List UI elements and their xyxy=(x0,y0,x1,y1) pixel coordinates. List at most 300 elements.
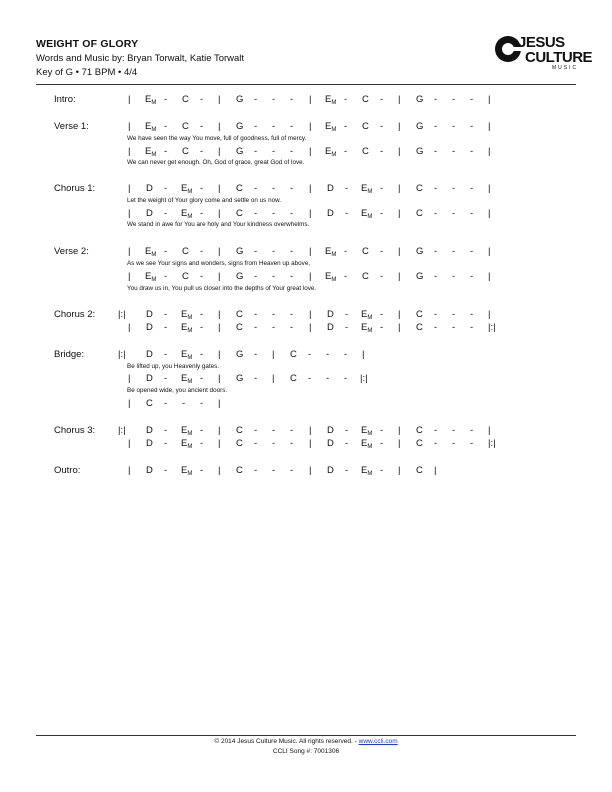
beat-dash: - xyxy=(290,121,294,132)
chord-d: D xyxy=(146,438,153,449)
beat-dash: - xyxy=(380,94,384,105)
chord-d: D xyxy=(327,438,334,449)
chord-g: G xyxy=(416,94,424,105)
beat-dash: - xyxy=(290,465,294,476)
repeat-start: |:| xyxy=(118,349,126,360)
section-label-chorus-3: Chorus 3: xyxy=(54,425,96,436)
bar-line: | xyxy=(218,246,221,257)
beat-dash: - xyxy=(345,465,349,476)
jesus-culture-logo xyxy=(494,34,593,71)
chord-row xyxy=(0,322,612,334)
chord-em: $E_M$ xyxy=(181,349,193,361)
beat-dash: - xyxy=(290,94,294,105)
beat-dash: - xyxy=(326,373,330,384)
bar-line: | xyxy=(128,208,131,219)
chord-c: C xyxy=(362,246,369,257)
song-credits: Words and Music by: Bryan Torwalt, Katie Torwalt xyxy=(36,53,245,64)
beat-dash: - xyxy=(254,309,258,320)
bar-line: | xyxy=(272,349,275,360)
lyric-line: Be lifted up, you Heavenly gates. xyxy=(127,363,220,370)
beat-dash: - xyxy=(290,183,294,194)
beat-dash: - xyxy=(380,438,384,449)
chord-c: C xyxy=(416,425,423,436)
chord-c: C xyxy=(236,438,243,449)
beat-dash: - xyxy=(434,121,438,132)
beat-dash: - xyxy=(380,183,384,194)
chord-c: C xyxy=(362,94,369,105)
beat-dash: - xyxy=(290,322,294,333)
bar-line: | xyxy=(488,146,491,157)
beat-dash: - xyxy=(452,322,456,333)
bar-line: | xyxy=(218,398,221,409)
lyric-line: Be opened wide, you ancient doors. xyxy=(127,387,228,394)
repeat-end: |:| xyxy=(360,373,368,384)
beat-dash: - xyxy=(254,322,258,333)
section-label-chorus-1: Chorus 1: xyxy=(54,183,96,194)
chord-d: D xyxy=(146,322,153,333)
chord-g: G xyxy=(416,271,424,282)
song-title: WEIGHT OF GLORY xyxy=(36,38,139,50)
chord-d: D xyxy=(146,309,153,320)
chord-c: C xyxy=(146,398,153,409)
bar-line: | xyxy=(128,271,131,282)
bar-line: | xyxy=(398,425,401,436)
chord-em: $E_M$ xyxy=(325,271,337,283)
bar-line: | xyxy=(434,465,437,476)
chord-em: $E_M$ xyxy=(145,271,157,283)
beat-dash: - xyxy=(272,121,276,132)
repeat-start: |:| xyxy=(118,425,126,436)
chord-g: G xyxy=(236,94,244,105)
beat-dash: - xyxy=(200,183,204,194)
footer-copyright: © 2014 Jesus Culture Music. All rights reserved. - www.ccli.com xyxy=(214,738,398,745)
bar-line: | xyxy=(128,438,131,449)
repeat-end: |:| xyxy=(488,322,496,333)
bar-line: | xyxy=(272,373,275,384)
beat-dash: - xyxy=(380,425,384,436)
chord-d: D xyxy=(146,425,153,436)
beat-dash: - xyxy=(200,208,204,219)
bar-line: | xyxy=(128,398,131,409)
beat-dash: - xyxy=(254,349,258,360)
beat-dash: - xyxy=(380,208,384,219)
beat-dash: - xyxy=(326,349,330,360)
bar-line: | xyxy=(488,309,491,320)
bar-line: | xyxy=(398,309,401,320)
lyric-line: You draw us in, You pull us closer into the depths of Your great love. xyxy=(127,285,317,292)
bar-line: | xyxy=(309,438,312,449)
logo-line-1: JESUS xyxy=(518,34,565,51)
beat-dash: - xyxy=(470,208,474,219)
chord-c: C xyxy=(416,309,423,320)
beat-dash: - xyxy=(470,246,474,257)
section-label-bridge: Bridge: xyxy=(54,349,85,360)
beat-dash: - xyxy=(272,246,276,257)
beat-dash: - xyxy=(200,349,204,360)
chord-row xyxy=(0,146,612,158)
beat-dash: - xyxy=(380,121,384,132)
bar-line: | xyxy=(398,208,401,219)
chord-em: $E_M$ xyxy=(361,425,373,437)
chord-c: C xyxy=(236,309,243,320)
chord-row xyxy=(0,208,612,220)
chord-row xyxy=(0,121,612,133)
chord-c: C xyxy=(236,183,243,194)
beat-dash: - xyxy=(200,373,204,384)
bar-line: | xyxy=(218,425,221,436)
bar-line: | xyxy=(128,246,131,257)
beat-dash: - xyxy=(434,322,438,333)
chord-g: G xyxy=(236,146,244,157)
bar-line: | xyxy=(398,322,401,333)
beat-dash: - xyxy=(344,373,348,384)
beat-dash: - xyxy=(272,146,276,157)
bar-line: | xyxy=(309,309,312,320)
chord-c: C xyxy=(362,146,369,157)
beat-dash: - xyxy=(164,373,168,384)
bar-line: | xyxy=(488,94,491,105)
bar-line: | xyxy=(488,208,491,219)
beat-dash: - xyxy=(344,146,348,157)
chord-em: $E_M$ xyxy=(181,208,193,220)
beat-dash: - xyxy=(200,94,204,105)
beat-dash: - xyxy=(470,183,474,194)
beat-dash: - xyxy=(200,438,204,449)
beat-dash: - xyxy=(452,183,456,194)
bar-line: | xyxy=(398,183,401,194)
bar-line: | xyxy=(218,183,221,194)
chord-d: D xyxy=(146,349,153,360)
beat-dash: - xyxy=(272,183,276,194)
beat-dash: - xyxy=(470,94,474,105)
beat-dash: - xyxy=(254,465,258,476)
beat-dash: - xyxy=(344,271,348,282)
beat-dash: - xyxy=(290,208,294,219)
chord-c: C xyxy=(182,246,189,257)
beat-dash: - xyxy=(470,146,474,157)
beat-dash: - xyxy=(380,146,384,157)
beat-dash: - xyxy=(380,322,384,333)
chord-c: C xyxy=(362,121,369,132)
bar-line: | xyxy=(398,121,401,132)
beat-dash: - xyxy=(254,208,258,219)
bar-line: | xyxy=(488,183,491,194)
chord-em: $E_M$ xyxy=(181,465,193,477)
beat-dash: - xyxy=(452,146,456,157)
beat-dash: - xyxy=(272,438,276,449)
beat-dash: - xyxy=(344,349,348,360)
chord-c: C xyxy=(416,322,423,333)
bar-line: | xyxy=(398,94,401,105)
lyric-line: Let the weight of Your glory come and settle on us now. xyxy=(127,197,282,204)
bar-line: | xyxy=(309,183,312,194)
beat-dash: - xyxy=(380,465,384,476)
chord-em: $E_M$ xyxy=(361,183,373,195)
beat-dash: - xyxy=(452,438,456,449)
beat-dash: - xyxy=(200,309,204,320)
beat-dash: - xyxy=(200,425,204,436)
chord-c: C xyxy=(182,94,189,105)
chord-c: C xyxy=(416,465,423,476)
bar-line: | xyxy=(309,271,312,282)
chord-d: D xyxy=(327,322,334,333)
beat-dash: - xyxy=(272,465,276,476)
beat-dash: - xyxy=(164,309,168,320)
beat-dash: - xyxy=(470,121,474,132)
beat-dash: - xyxy=(470,309,474,320)
beat-dash: - xyxy=(164,246,168,257)
beat-dash: - xyxy=(164,121,168,132)
beat-dash: - xyxy=(200,271,204,282)
chord-em: $E_M$ xyxy=(181,309,193,321)
bar-line: | xyxy=(128,373,131,384)
chord-g: G xyxy=(236,121,244,132)
bar-line: | xyxy=(128,94,131,105)
beat-dash: - xyxy=(344,121,348,132)
chord-d: D xyxy=(146,373,153,384)
beat-dash: - xyxy=(164,208,168,219)
beat-dash: - xyxy=(434,271,438,282)
beat-dash: - xyxy=(344,246,348,257)
beat-dash: - xyxy=(452,94,456,105)
chord-c: C xyxy=(290,349,297,360)
beat-dash: - xyxy=(452,271,456,282)
beat-dash: - xyxy=(272,309,276,320)
bar-line: | xyxy=(488,425,491,436)
chord-em: $E_M$ xyxy=(361,322,373,334)
bar-line: | xyxy=(128,146,131,157)
bar-line: | xyxy=(218,309,221,320)
chord-em: $E_M$ xyxy=(145,94,157,106)
beat-dash: - xyxy=(164,465,168,476)
chord-d: D xyxy=(146,183,153,194)
beat-dash: - xyxy=(290,246,294,257)
bar-line: | xyxy=(218,121,221,132)
beat-dash: - xyxy=(200,121,204,132)
chord-row xyxy=(0,183,612,195)
footer-ccli: CCLI Song #: 7001306 xyxy=(272,748,340,755)
beat-dash: - xyxy=(164,322,168,333)
chord-row xyxy=(0,271,612,283)
bar-line: | xyxy=(218,208,221,219)
lyric-line: As we see Your signs and wonders, signs from Heaven up above, xyxy=(127,260,311,267)
chord-c: C xyxy=(290,373,297,384)
chord-c: C xyxy=(182,146,189,157)
beat-dash: - xyxy=(290,271,294,282)
bar-line: | xyxy=(488,246,491,257)
beat-dash: - xyxy=(254,146,258,157)
bar-line: | xyxy=(309,121,312,132)
beat-dash: - xyxy=(254,121,258,132)
beat-dash: - xyxy=(254,246,258,257)
copyright-text: © 2014 Jesus Culture Music. All rights reserved. xyxy=(214,738,353,745)
beat-dash: - xyxy=(272,94,276,105)
beat-dash: - xyxy=(254,183,258,194)
beat-dash: - xyxy=(380,309,384,320)
chord-c: C xyxy=(362,271,369,282)
bar-line: | xyxy=(218,349,221,360)
chord-g: G xyxy=(416,146,424,157)
chord-em: $E_M$ xyxy=(325,246,337,258)
chord-c: C xyxy=(416,438,423,449)
chord-c: C xyxy=(182,121,189,132)
beat-dash: - xyxy=(200,322,204,333)
beat-dash: - xyxy=(290,146,294,157)
beat-dash: - xyxy=(345,309,349,320)
chord-row xyxy=(0,425,612,437)
chord-em: $E_M$ xyxy=(181,373,193,385)
beat-dash: - xyxy=(308,349,312,360)
beat-dash: - xyxy=(164,94,168,105)
beat-dash: - xyxy=(380,271,384,282)
beat-dash: - xyxy=(470,425,474,436)
chord-g: G xyxy=(236,349,244,360)
chord-row xyxy=(0,398,612,410)
chord-g: G xyxy=(236,271,244,282)
beat-dash: - xyxy=(164,438,168,449)
bar-line: | xyxy=(309,208,312,219)
bar-line: | xyxy=(398,438,401,449)
section-label-verse-2: Verse 2: xyxy=(54,246,89,257)
song-meta: Key of G • 71 BPM • 4/4 xyxy=(36,67,138,78)
chord-row xyxy=(0,309,612,321)
beat-dash: - xyxy=(164,183,168,194)
footer-divider xyxy=(36,735,576,736)
chord-row xyxy=(0,438,612,450)
bar-line: | xyxy=(128,183,131,194)
chord-d: D xyxy=(327,465,334,476)
beat-dash: - xyxy=(164,349,168,360)
beat-dash: - xyxy=(272,208,276,219)
beat-dash: - xyxy=(345,183,349,194)
section-label-intro: Intro: xyxy=(54,94,76,105)
chord-em: $E_M$ xyxy=(325,121,337,133)
beat-dash: - xyxy=(254,373,258,384)
beat-dash: - xyxy=(434,208,438,219)
bar-line: | xyxy=(218,146,221,157)
bar-line: | xyxy=(309,465,312,476)
beat-dash: - xyxy=(290,438,294,449)
chord-row xyxy=(0,373,612,385)
bar-line: | xyxy=(362,349,365,360)
chord-d: D xyxy=(146,208,153,219)
bar-line: | xyxy=(218,438,221,449)
chord-row xyxy=(0,465,612,477)
chord-row xyxy=(0,246,612,258)
chord-row xyxy=(0,94,612,106)
chord-em: $E_M$ xyxy=(145,246,157,258)
beat-dash: - xyxy=(452,309,456,320)
bar-line: | xyxy=(309,146,312,157)
bar-line: | xyxy=(128,322,131,333)
beat-dash: - xyxy=(470,322,474,333)
section-label-verse-1: Verse 1: xyxy=(54,121,89,132)
bar-line: | xyxy=(309,425,312,436)
chord-em: $E_M$ xyxy=(181,425,193,437)
beat-dash: - xyxy=(434,94,438,105)
ccli-link[interactable]: www.ccli.com xyxy=(358,738,398,745)
chord-em: $E_M$ xyxy=(361,208,373,220)
repeat-end: |:| xyxy=(488,438,496,449)
chord-em: $E_M$ xyxy=(361,465,373,477)
chord-em: $E_M$ xyxy=(181,183,193,195)
beat-dash: - xyxy=(344,94,348,105)
chord-row xyxy=(0,349,612,361)
chord-g: G xyxy=(416,246,424,257)
beat-dash: - xyxy=(200,146,204,157)
beat-dash: - xyxy=(164,271,168,282)
chord-d: D xyxy=(327,208,334,219)
beat-dash: - xyxy=(345,208,349,219)
chord-em: $E_M$ xyxy=(361,438,373,450)
chord-c: C xyxy=(236,465,243,476)
lyric-line: We have seen the way You move, full of goodness, full of mercy. xyxy=(127,135,307,142)
chord-em: $E_M$ xyxy=(181,322,193,334)
beat-dash: - xyxy=(470,271,474,282)
bar-line: | xyxy=(218,465,221,476)
bar-line: | xyxy=(218,94,221,105)
song-header xyxy=(36,38,244,78)
chord-d: D xyxy=(146,465,153,476)
beat-dash: - xyxy=(200,398,204,409)
bar-line: | xyxy=(398,271,401,282)
beat-dash: - xyxy=(380,246,384,257)
beat-dash: - xyxy=(182,398,186,409)
bar-line: | xyxy=(128,121,131,132)
beat-dash: - xyxy=(272,425,276,436)
chord-em: $E_M$ xyxy=(145,146,157,158)
beat-dash: - xyxy=(452,208,456,219)
bar-line: | xyxy=(309,246,312,257)
beat-dash: - xyxy=(470,438,474,449)
beat-dash: - xyxy=(452,246,456,257)
chord-em: $E_M$ xyxy=(361,309,373,321)
beat-dash: - xyxy=(164,398,168,409)
bar-line: | xyxy=(218,373,221,384)
chord-c: C xyxy=(236,425,243,436)
beat-dash: - xyxy=(345,322,349,333)
chord-g: G xyxy=(416,121,424,132)
chord-g: G xyxy=(236,246,244,257)
beat-dash: - xyxy=(434,146,438,157)
beat-dash: - xyxy=(254,425,258,436)
lyric-line: We stand in awe for You are holy and Your kindness overwhelms. xyxy=(127,221,310,228)
beat-dash: - xyxy=(164,425,168,436)
beat-dash: - xyxy=(452,121,456,132)
beat-dash: - xyxy=(254,94,258,105)
repeat-start: |:| xyxy=(118,309,126,320)
chord-c: C xyxy=(182,271,189,282)
bar-line: | xyxy=(128,465,131,476)
section-label-outro: Outro: xyxy=(54,465,81,476)
logo-line-3: MUSIC xyxy=(552,65,579,71)
beat-dash: - xyxy=(345,438,349,449)
chord-em: $E_M$ xyxy=(325,94,337,106)
beat-dash: - xyxy=(200,465,204,476)
beat-dash: - xyxy=(434,425,438,436)
bar-line: | xyxy=(398,246,401,257)
beat-dash: - xyxy=(434,246,438,257)
beat-dash: - xyxy=(164,146,168,157)
beat-dash: - xyxy=(272,322,276,333)
beat-dash: - xyxy=(434,438,438,449)
chord-c: C xyxy=(416,183,423,194)
bar-line: | xyxy=(488,121,491,132)
chord-c: C xyxy=(236,208,243,219)
beat-dash: - xyxy=(254,438,258,449)
beat-dash: - xyxy=(272,271,276,282)
chord-c: C xyxy=(236,322,243,333)
